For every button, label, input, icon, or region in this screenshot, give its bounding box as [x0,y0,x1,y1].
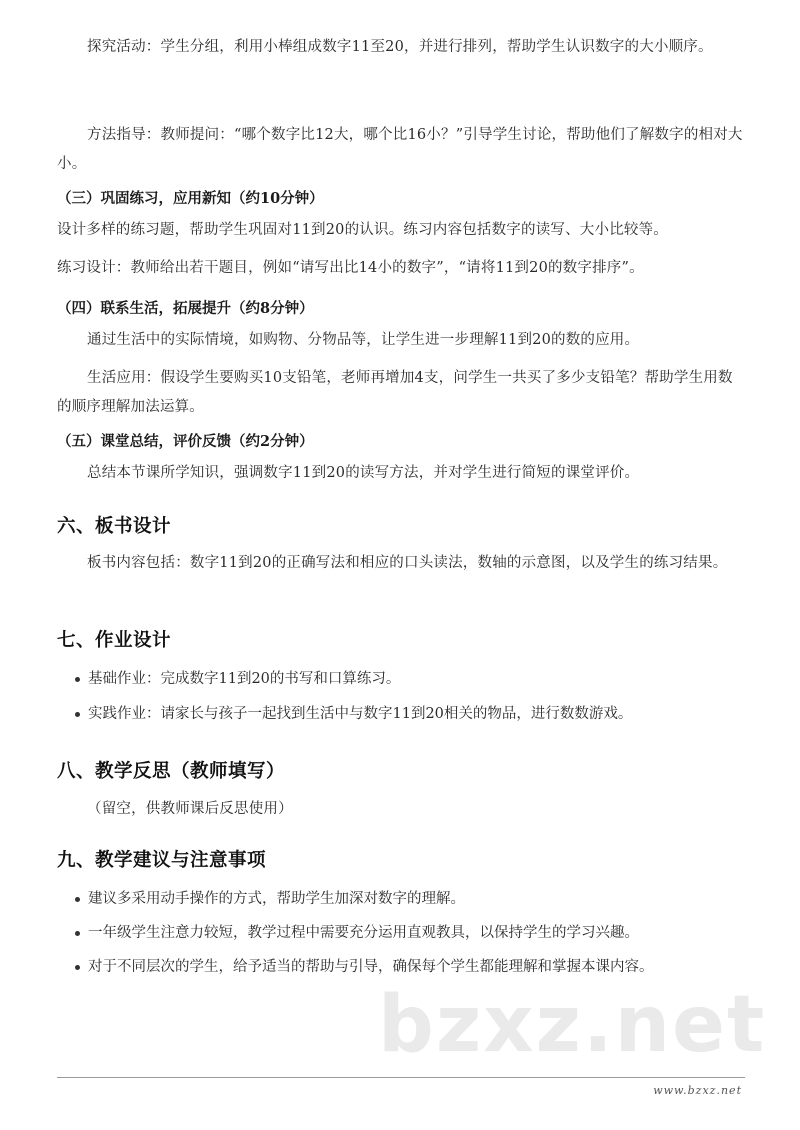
bullet-icon [75,712,80,717]
summary-heading: （五）课堂总结，评价反馈（约2分钟） [57,433,314,450]
practice-heading: （三）巩固练习，应用新知（约10分钟） [57,190,324,207]
homework-item [75,667,400,691]
life-application-paragraph: 生活应用：假设学生要购买10支铅笔，老师再增加4支，问学生一共买了多少支铅笔？帮助学生用数的顺序理解加法运算。 [57,370,733,415]
method-guidance-paragraph: 方法指导：教师提问：“哪个数字比12大，哪个比16小？”引导学生讨论，帮助他们了解数字的相对大小。 [57,127,743,172]
suggestion-item-text: 对于不同层次的学生，给予适当的帮助与引导，确保每个学生都能理解和掌握本课内容。 [88,959,654,975]
practice-design-paragraph: 练习设计：教师给出若干题目，例如“请写出比14小的数字”，“请将11到20的数字排序”。 [57,260,644,276]
suggestion-item-text: 建议多采用动手操作的方式，帮助学生加深对数字的理解。 [88,891,465,907]
board-design-heading: 六、板书设计 [57,516,172,537]
bullet-icon [75,965,80,970]
summary-paragraph: 总结本节课所学知识，强调数字11到20的读写方法，并对学生进行简短的课堂评价。 [87,465,640,481]
reflection-heading: 八、教学反思（教师填写） [57,761,286,782]
board-design-paragraph: 板书内容包括：数字11到20的正确写法和相应的口头读法，数轴的示意图，以及学生的练习结果。 [87,555,728,571]
suggestion-item [75,921,639,945]
watermark: bzxz.net [378,980,767,1070]
homework-item-text: 基础作业：完成数字11到20的书写和口算练习。 [88,671,401,687]
footer-url: www.bzxz.net [653,1084,742,1097]
footer-divider [57,1077,745,1078]
explore-activity-paragraph: 探究活动：学生分组，利用小棒组成数字11至20，并进行排列，帮助学生认识数字的大小顺序。 [87,39,713,55]
suggestions-heading: 九、教学建议与注意事项 [57,850,267,871]
suggestion-item-text: 一年级学生注意力较短，教学过程中需要充分运用直观教具，以保持学生的学习兴趣。 [88,925,639,941]
life-heading: （四）联系生活，拓展提升（约8分钟） [57,300,314,317]
bullet-icon [75,897,80,902]
reflection-placeholder: （留空，供教师课后反思使用） [87,801,293,817]
homework-item-text: 实践作业：请家长与孩子一起找到生活中与数字11到20相关的物品，进行数数游戏。 [88,706,633,722]
life-paragraph: 通过生活中的实际情境，如购物、分物品等，让学生进一步理解11到20的数的应用。 [87,332,640,348]
bullet-icon [75,677,80,682]
bullet-icon [75,931,80,936]
practice-paragraph: 设计多样的练习题，帮助学生巩固对11到20的认识。练习内容包括数字的读写、大小比较等。 [57,222,668,238]
suggestion-item [75,887,465,911]
homework-item [75,702,632,726]
homework-heading: 七、作业设计 [57,630,172,651]
suggestion-item [75,955,654,979]
